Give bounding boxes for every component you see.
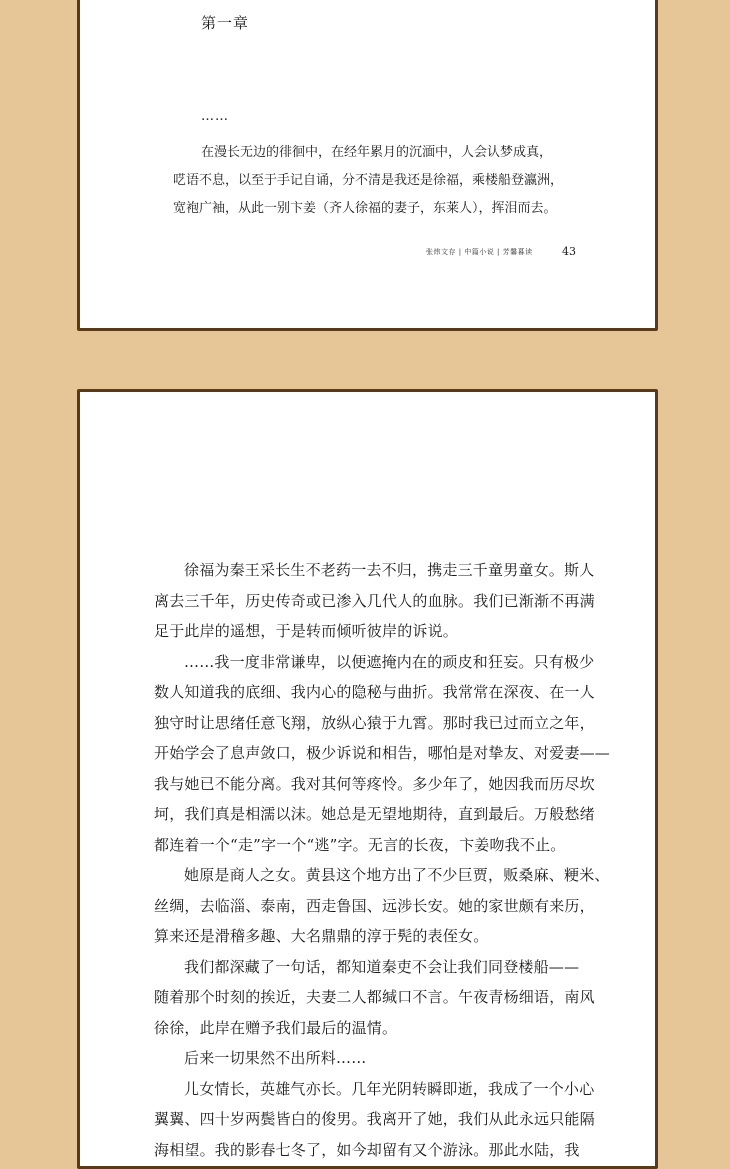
text-line: 后来一切果然不出所料……	[184, 1049, 367, 1067]
text-line: 我们都深藏了一句话，都知道秦吏不会让我们同登楼船——	[184, 957, 580, 976]
text-line: 翼翼、四十岁两鬓皆白的俊男。我离开了她，我们从此永远只能隔	[154, 1110, 595, 1128]
text-line: 徐福为秦王采长生不老药一去不归，携走三千童男童女。斯人	[184, 561, 595, 579]
page-footer: 张炜文存 | 中篇小说 | 芳馨暮读	[426, 248, 533, 256]
chapter-title: 第一章	[201, 14, 250, 32]
text-line: 她原是商人之女。黄县这个地方出了不少巨贾，贩桑麻、粳米、	[184, 866, 610, 884]
page2-body	[154, 555, 624, 1165]
text-line: 数人知道我的底细、我内心的隐秘与曲折。我常常在深夜、在一人	[154, 683, 595, 701]
text-line: 独守时让思绪任意飞翔，放纵心猿于九霄。那时我已过而立之年，	[154, 713, 595, 732]
text-line: 在漫长无边的徘徊中，在经年累月的沉湎中，人会认梦成真，	[201, 145, 553, 160]
text-line: 开始学会了息声敛口，极少诉说和相告，哪怕是对挚友、对爱妻——	[154, 744, 611, 762]
ellipsis-text: ……	[201, 109, 229, 124]
text-line: 宽袍广袖，从此一别卞姜（齐人徐福的妻子，东莱人），挥泪而去。	[173, 201, 557, 216]
book-page-bottom	[77, 389, 658, 1169]
page-number: 43	[562, 245, 576, 258]
text-line: 坷，我们真是相濡以沫。她总是无望地期待，直到最后。万般愁绪	[154, 805, 595, 823]
text-line: 随着那个时刻的挨近，夫妻二人都缄口不言。午夜青杨细语，南风	[154, 988, 595, 1006]
text-line: 儿女情长，英雄气亦长。几年光阴转瞬即逝，我成了一个小心	[184, 1079, 595, 1098]
text-line: 足于此岸的遥想，于是转而倾听彼岸的诉说。	[154, 622, 459, 640]
book-page-top	[77, 0, 658, 331]
text-line: 算来还是滑稽多趣、大名鼎鼎的淳于髡的表侄女。	[154, 927, 489, 945]
text-line: 丝绸，去临淄、泰南，西走鲁国、远涉长安。她的家世颇有来历，	[154, 896, 595, 915]
text-line: 海相望。我的影春七冬了，如今却留有又个游泳。那此水陆，我	[154, 1140, 580, 1159]
text-line: 我与她已不能分离。我对其何等疼怜。多少年了，她因我而历尽坎	[154, 774, 595, 793]
page1-paragraph	[173, 139, 593, 223]
text-line: 都连着一个“走”字一个“逃”字。无言的长夜，卞姜吻我不止。	[154, 835, 566, 854]
text-line: 离去三千年，历史传奇或已渗入几代人的血脉。我们已渐渐不再满	[154, 591, 595, 610]
text-line: 徐徐，此岸在赠予我们最后的温情。	[154, 1018, 398, 1037]
text-line: 呓语不息，以至于手记自诵，分不清是我还是徐福，乘楼船登瀛洲，	[173, 173, 564, 188]
text-line: ……我一度非常谦卑，以便遮掩内在的顽皮和狂妄。只有极少	[184, 652, 595, 671]
